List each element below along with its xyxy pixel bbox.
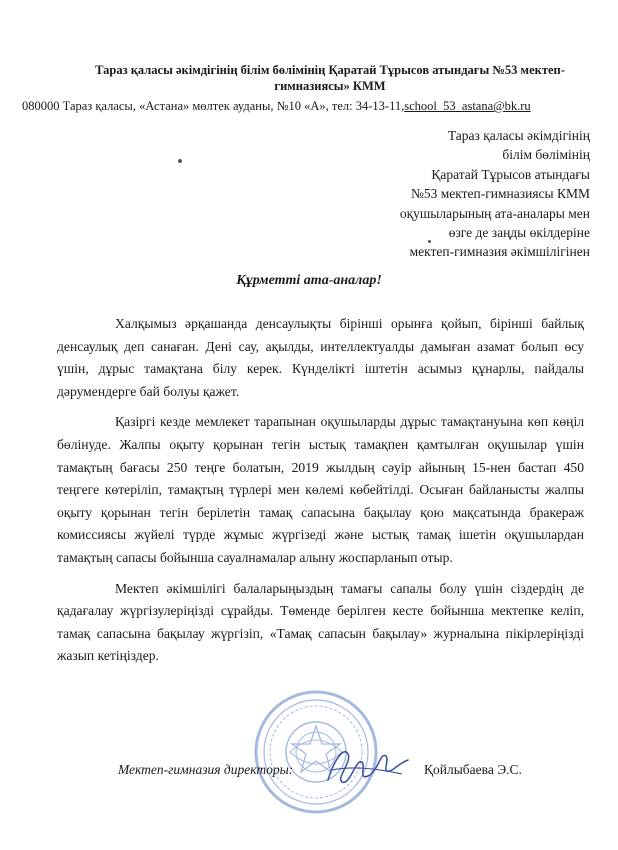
signature-name: Қойлыбаева Э.С.: [424, 762, 522, 777]
recipient-line: Қаратай Тұрысов атындағы: [431, 166, 590, 182]
recipient-line: Тараз қаласы әкімдігінің: [447, 128, 590, 143]
director-signature: [322, 740, 412, 792]
school-email-link[interactable]: school_53_astana@bk.ru: [404, 99, 531, 113]
body-paragraph: Мектеп әкімшілігі балаларыңыздың тамағы сапалы болу үшін сіздердің де қадағалау жүргізулеріңізді сұрайды. Төменде берілген кесте бойынша мектепке келіп, тамақ сапасына бақылау жүргізіп, «Тамақ сапасын бақылау» журналына пікірлеріңізді жазып кетіңіздер.: [57, 580, 584, 664]
recipient-line: білім бөлімінің: [502, 147, 590, 163]
school-name-header: Тараз қаласы әкімдігінің білім бөлімінің Қаратай Тұрысов атындағы №53 мектеп-гимназиясы» КММ: [95, 63, 565, 93]
recipient-line: №53 мектеп-гимназиясы КММ: [410, 186, 590, 202]
recipient-line: өзге де заңды өкілдеріне: [448, 225, 590, 241]
scan-speck: [178, 159, 182, 163]
signature-title: Мектеп-гимназия директоры:: [118, 762, 294, 777]
body-paragraph: Қазіргі кезде мемлекет тарапынан оқушыларды дұрыс тамақтануына көп көңіл бөлінуде. Жалпы оқыту қорынан тегін ыстық тамақпен қамтылған оқушылар үшін тамақтың бағасы 250 теңге болатын, 2019 жылдың сәуір айының 15-нен бастап 450 теңгеге көтеріліп, тамақтың түрлері мен көлемі көбейтілді. Осыған байланысты жалпы оқыту қорынан тегін берілетін тамақ сапасына бақылау қою мақсатында бракераж комиссиясы жүйелі түрде жұмыс жүргізеді және ыстық тамақ ішетін оқушылардан тамақтың сапасы бойынша сауалнамалар алыну жоспарланып отыр.: [57, 414, 584, 565]
body-paragraph: Халқымыз әрқашанда денсаулықты бірінші орынға қойып, бірінші байлық денсаулық деп санаған. Дені сау, ақылды, интеллектуалды дамыған азамат болып өсу үшін, дұрыс тамақтана білу керек. Күнделікті іштетін асымыз құнарлы, пайдалы дәрумендерге бай болуы қажет.: [57, 316, 584, 399]
recipient-line: мектеп-гимназия әкімшілігінен: [409, 244, 590, 260]
recipient-line: оқушыларының ата-аналары мен: [399, 205, 590, 221]
address-text: 080000 Тараз қаласы, «Астана» мөлтек ауданы, №10 «А», тел: 34-13-11,: [22, 99, 405, 113]
salutation-heading: Құрметті ата-аналар!: [236, 273, 382, 288]
school-address: [22, 98, 612, 114]
recipient-block: [290, 126, 590, 262]
letter-body: [57, 313, 584, 676]
